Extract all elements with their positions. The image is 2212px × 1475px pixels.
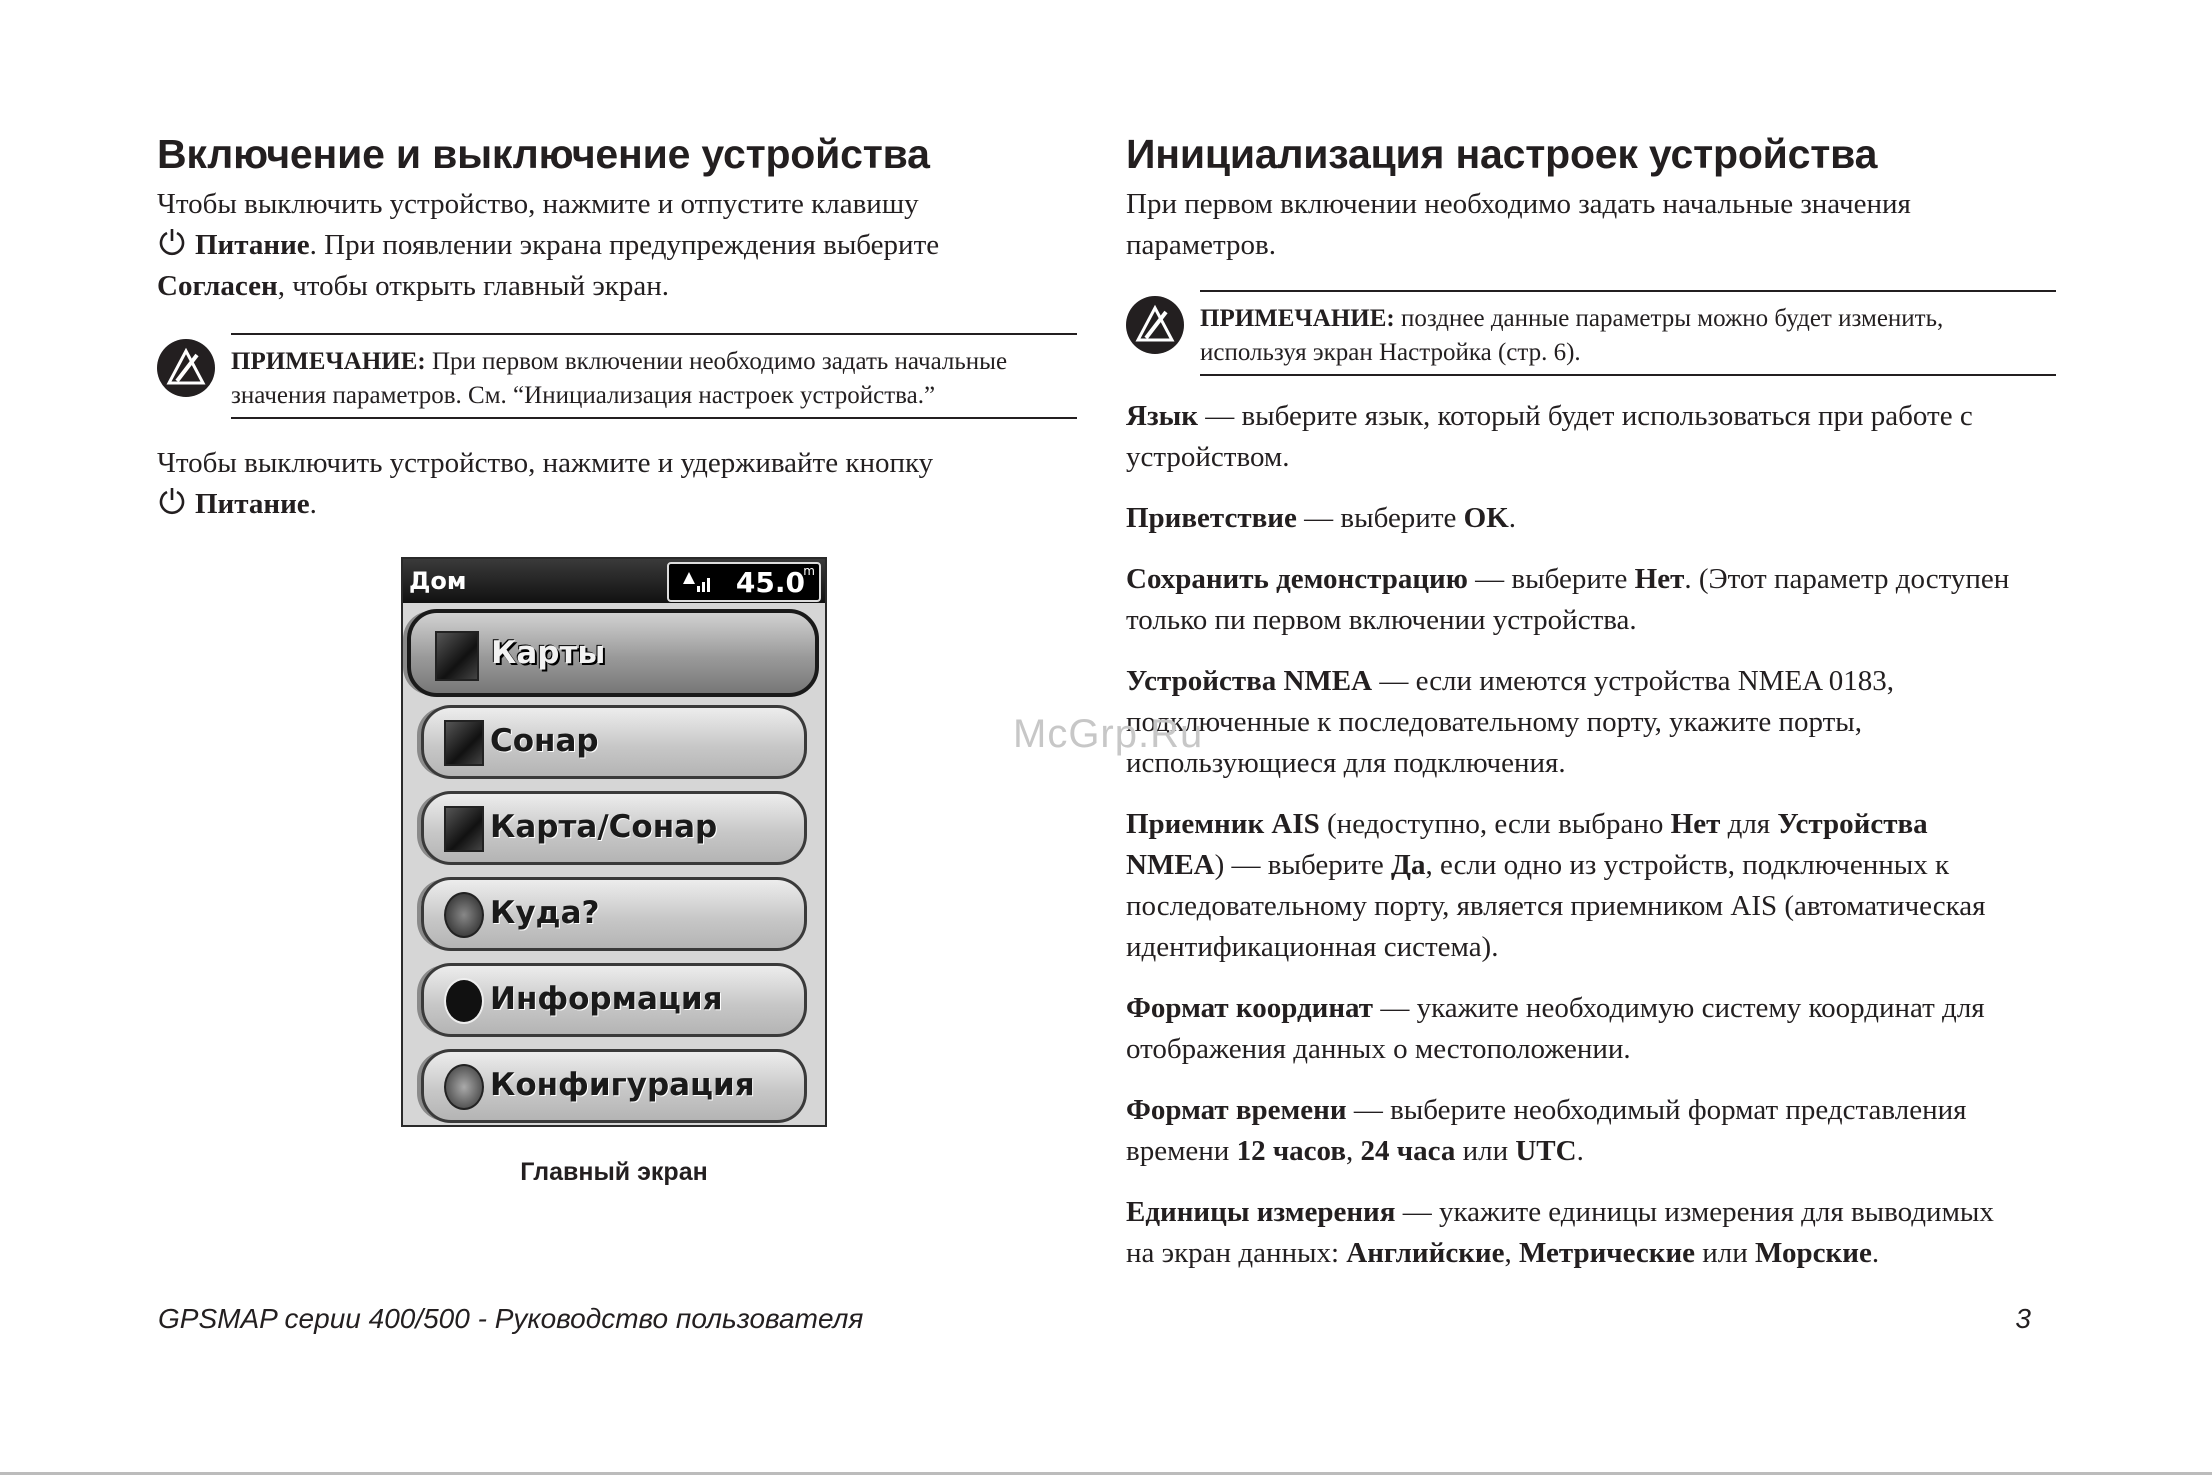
- where-to-icon: [444, 892, 484, 938]
- watermark: McGrp.Ru: [1013, 712, 1204, 756]
- power-on-paragraph: Чтобы выключить устройство, нажмите и отпустите клавишу Питание. При появлении экрана предупреждения выберите Согласен, чтобы открыть главный экран.: [157, 188, 940, 302]
- menu-item-charts[interactable]: Карты: [407, 609, 819, 697]
- home-screen-image: [401, 557, 827, 1127]
- gps-signal-icon: [679, 570, 715, 594]
- setting-save-demo: Сохранить демонстрацию — выберите Нет. (Этот параметр доступен только пи первом включении устройства.: [1126, 563, 2010, 636]
- depth-unit: m: [803, 564, 815, 578]
- menu-item-where-to[interactable]: Куда?: [421, 877, 807, 951]
- setting-coordinate-format: Формат координат — укажите необходимую систему координат для отображения данных о местоположении.: [1126, 992, 1985, 1065]
- init-section-heading: Инициализация настроек устройства: [1126, 131, 1878, 177]
- setting-language: Язык — выберите язык, который будет использоваться при работе с устройством.: [1126, 400, 1973, 473]
- information-icon: [444, 978, 484, 1024]
- note-icon: [1126, 296, 1184, 354]
- footer-title: GPSMAP серии 400/500 - Руководство пользователя: [158, 1303, 864, 1334]
- setting-welcome: Приветствие — выберите OK.: [1126, 502, 1517, 534]
- device-title: Дом: [409, 567, 467, 595]
- note-power: [157, 333, 1077, 419]
- note-text: позднее данные параметры можно будет изменить, используя экран Настройка (стр. 6).: [1200, 305, 1944, 366]
- chart-sonar-icon: [444, 806, 484, 852]
- power-off-paragraph: Чтобы выключить устройство, нажмите и удерживайте кнопку Питание.: [157, 447, 934, 520]
- init-intro: При первом включении необходимо задать начальные значения параметров.: [1126, 188, 1911, 261]
- setting-ais-receiver: Приемник AIS (недоступно, если выбрано Нет для Устройства NMEA) — выберите Да, если одно из устройств, подключенных к последовательному порту, является приемником AIS (автоматическая идентификационная система).: [1126, 808, 1986, 963]
- sonar-icon: [444, 720, 484, 766]
- setting-time-format: Формат времени — выберите необходимый формат представления времени 12 часов, 24 часа или UTC.: [1126, 1094, 1967, 1167]
- menu-item-sonar[interactable]: Сонар: [421, 705, 807, 779]
- note-text: При первом включении необходимо задать начальные значения параметров. См. “Инициализация настроек устройства.”: [231, 348, 1008, 409]
- note-settings: [1126, 290, 2056, 376]
- power-section-heading: Включение и выключение устройства: [157, 131, 930, 177]
- setting-nmea-devices: Устройства NMEA — если имеются устройства NMEA 0183, подключенные к последовательному порту, укажите порты, использующиеся для подключения.: [1126, 665, 1894, 779]
- configure-icon: [444, 1064, 484, 1110]
- note-label: ПРИМЕЧАНИЕ:: [231, 348, 426, 375]
- figure-caption: Главный экран: [520, 1158, 708, 1186]
- note-label: ПРИМЕЧАНИЕ:: [1200, 305, 1395, 332]
- device-title-bar: [403, 559, 825, 603]
- right-column: [1126, 128, 2056, 1274]
- chart-icon: [435, 631, 479, 681]
- left-column: [157, 128, 1077, 525]
- note-icon: [157, 339, 215, 397]
- page-number: 3: [2015, 1303, 2031, 1334]
- setting-units: Единицы измерения — укажите единицы измерения для выводимых на экран данных: Английские, Метрические или Морские.: [1126, 1196, 1994, 1269]
- depth-readout: [667, 562, 821, 602]
- depth-value: 45.0: [735, 566, 805, 599]
- menu-item-information[interactable]: Информация: [421, 963, 807, 1037]
- power-icon: [157, 227, 187, 257]
- power-icon: [157, 486, 187, 516]
- menu-item-chart-sonar[interactable]: Карта/Сонар: [421, 791, 807, 865]
- menu-item-configure[interactable]: Конфигурация: [421, 1049, 807, 1123]
